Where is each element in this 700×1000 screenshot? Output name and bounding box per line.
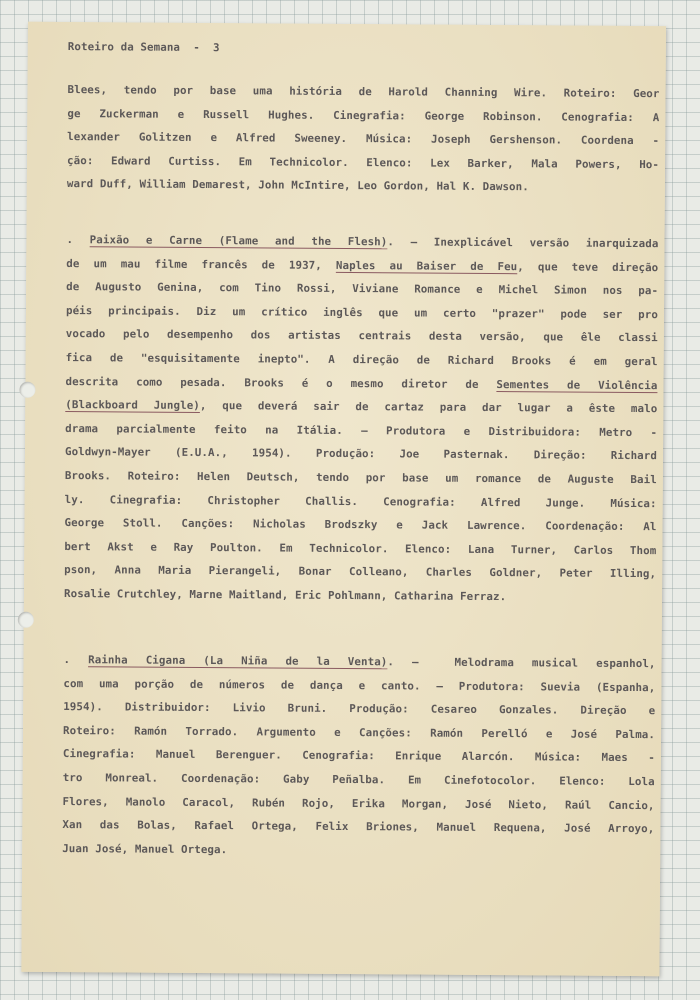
text-line: péis principais. Diz um crítico inglês que um certo "prazer" pode ser pro [65, 303, 659, 321]
text-line: ly. Cinegrafia: Christopher Challis. Cenografia: Alfred Junge. Música: [64, 492, 657, 510]
text-line: Goldwyn-Mayer (E.U.A., 1954). Produção: Joe Pasternak. Direção: Richard [64, 445, 658, 463]
text-line: . Rainha Cigana (La Niña de la Venta). — Melodrama musical espanhol, [63, 653, 656, 671]
film-title: (Blackboard Jungle) [65, 398, 200, 413]
text-line: fica de "esquisitamente inepto". A direção de Richard Brooks é em geral [65, 351, 658, 369]
text-line: vocado pelo desempenho dos artistas centrais desta versão, que êle classi [65, 327, 658, 345]
text-line: . Paixão e Carne (Flame and the Flesh). — Inexplicável versão inarquizada [66, 233, 659, 251]
film-title: Rainha Cigana (La Niña de la Venta) [88, 653, 388, 669]
text-line: tro Monreal. Coordenação: Gaby Peñalba. Em Cinefotocolor. Elenco: Lola [62, 771, 655, 789]
text-line: de Augusto Genina, com Tino Rossi, Viviane Romance e Michel Simon nos pa- [66, 280, 659, 298]
text-line: de um mau filme francês de 1937, Naples au Baiser de Feu, que teve direção [66, 256, 659, 274]
text-line: ção: Edward Curtiss. Em Technicolor. Elenco: Lex Barker, Mala Powers, Ho- [66, 153, 660, 171]
text-line: Juan José, Manuel Ortega. [62, 841, 228, 856]
text-line: descrita como pesada. Brooks é o mesmo diretor de Sementes de Violência [65, 374, 658, 392]
paragraph [62, 648, 655, 864]
text-line: Cinegrafia: Manuel Berenguer. Cenografia: Enrique Alarcón. Música: Maes - [62, 747, 655, 765]
text-line: 1954). Distribuidor: Livio Bruni. Produção: Cesareo Gonzales. Direção e [63, 700, 656, 718]
paragraph [64, 228, 659, 610]
punch-hole [18, 612, 34, 628]
text-line: (Blackboard Jungle), que deverá sair de cartaz para dar lugar a êste malo [65, 398, 658, 416]
document-page [21, 22, 666, 976]
text-line: Flores, Manolo Caracol, Rubén Rojo, Erika Morgan, José Nieto, Raúl Cancio, [62, 794, 655, 812]
text-line: Rosalie Crutchley, Marne Maitland, Eric Pohlmann, Catharina Ferraz. [63, 586, 507, 604]
text-line: ge Zuckerman e Russell Hughes. Cinegrafia: George Robinson. Cenografia: A [67, 106, 660, 124]
text-line: Roteiro: Ramón Torrado. Argumento e Canções: Ramón Perelló e José Palma. [63, 723, 656, 741]
text-line: lexander Golitzen e Alfred Sweeney. Música: Joseph Gershenson. Coordena - [67, 130, 660, 148]
text-line: Brooks. Roteiro: Helen Deutsch, tendo por base um romance de Auguste Bail [64, 468, 657, 487]
text-line: bert Akst e Ray Poulton. Em Technicolor. Elenco: Lana Turner, Carlos Thom [64, 539, 657, 557]
film-title: Sementes de Violência [496, 377, 658, 392]
text-line: George Stoll. Canções: Nicholas Brodszky e Jack Lawrence. Coordenação: Al [64, 516, 657, 534]
film-title: Paixão e Carne (Flame and the Flesh) [89, 233, 388, 249]
text-line: Blees, tendo por base uma história de Harold Channing Wire. Roteiro: Geor [67, 83, 660, 101]
film-title: Naples au Baiser de Feu [335, 258, 518, 273]
text-line: com uma porção de números de dança e canto. — Produtora: Suevia (Espanha, [63, 676, 656, 694]
text-line: pson, Anna Maria Pierangeli, Bonar Colleano, Charles Goldner, Peter Illing, [64, 563, 657, 581]
paragraph [67, 78, 660, 200]
page-header: Roteiro da Semana - 3 [67, 40, 220, 55]
text-line: drama parcialmente feito na Itália. — Produtora e Distribuidora: Metro - [65, 421, 658, 439]
punch-hole [19, 382, 35, 398]
text-line: ward Duff, William Demarest, John McIntire, Leo Gordon, Hal K. Dawson. [66, 177, 529, 194]
text-line: Xan das Bolas, Rafael Ortega, Felix Briones, Manuel Requena, José Arroyo, [62, 818, 655, 836]
